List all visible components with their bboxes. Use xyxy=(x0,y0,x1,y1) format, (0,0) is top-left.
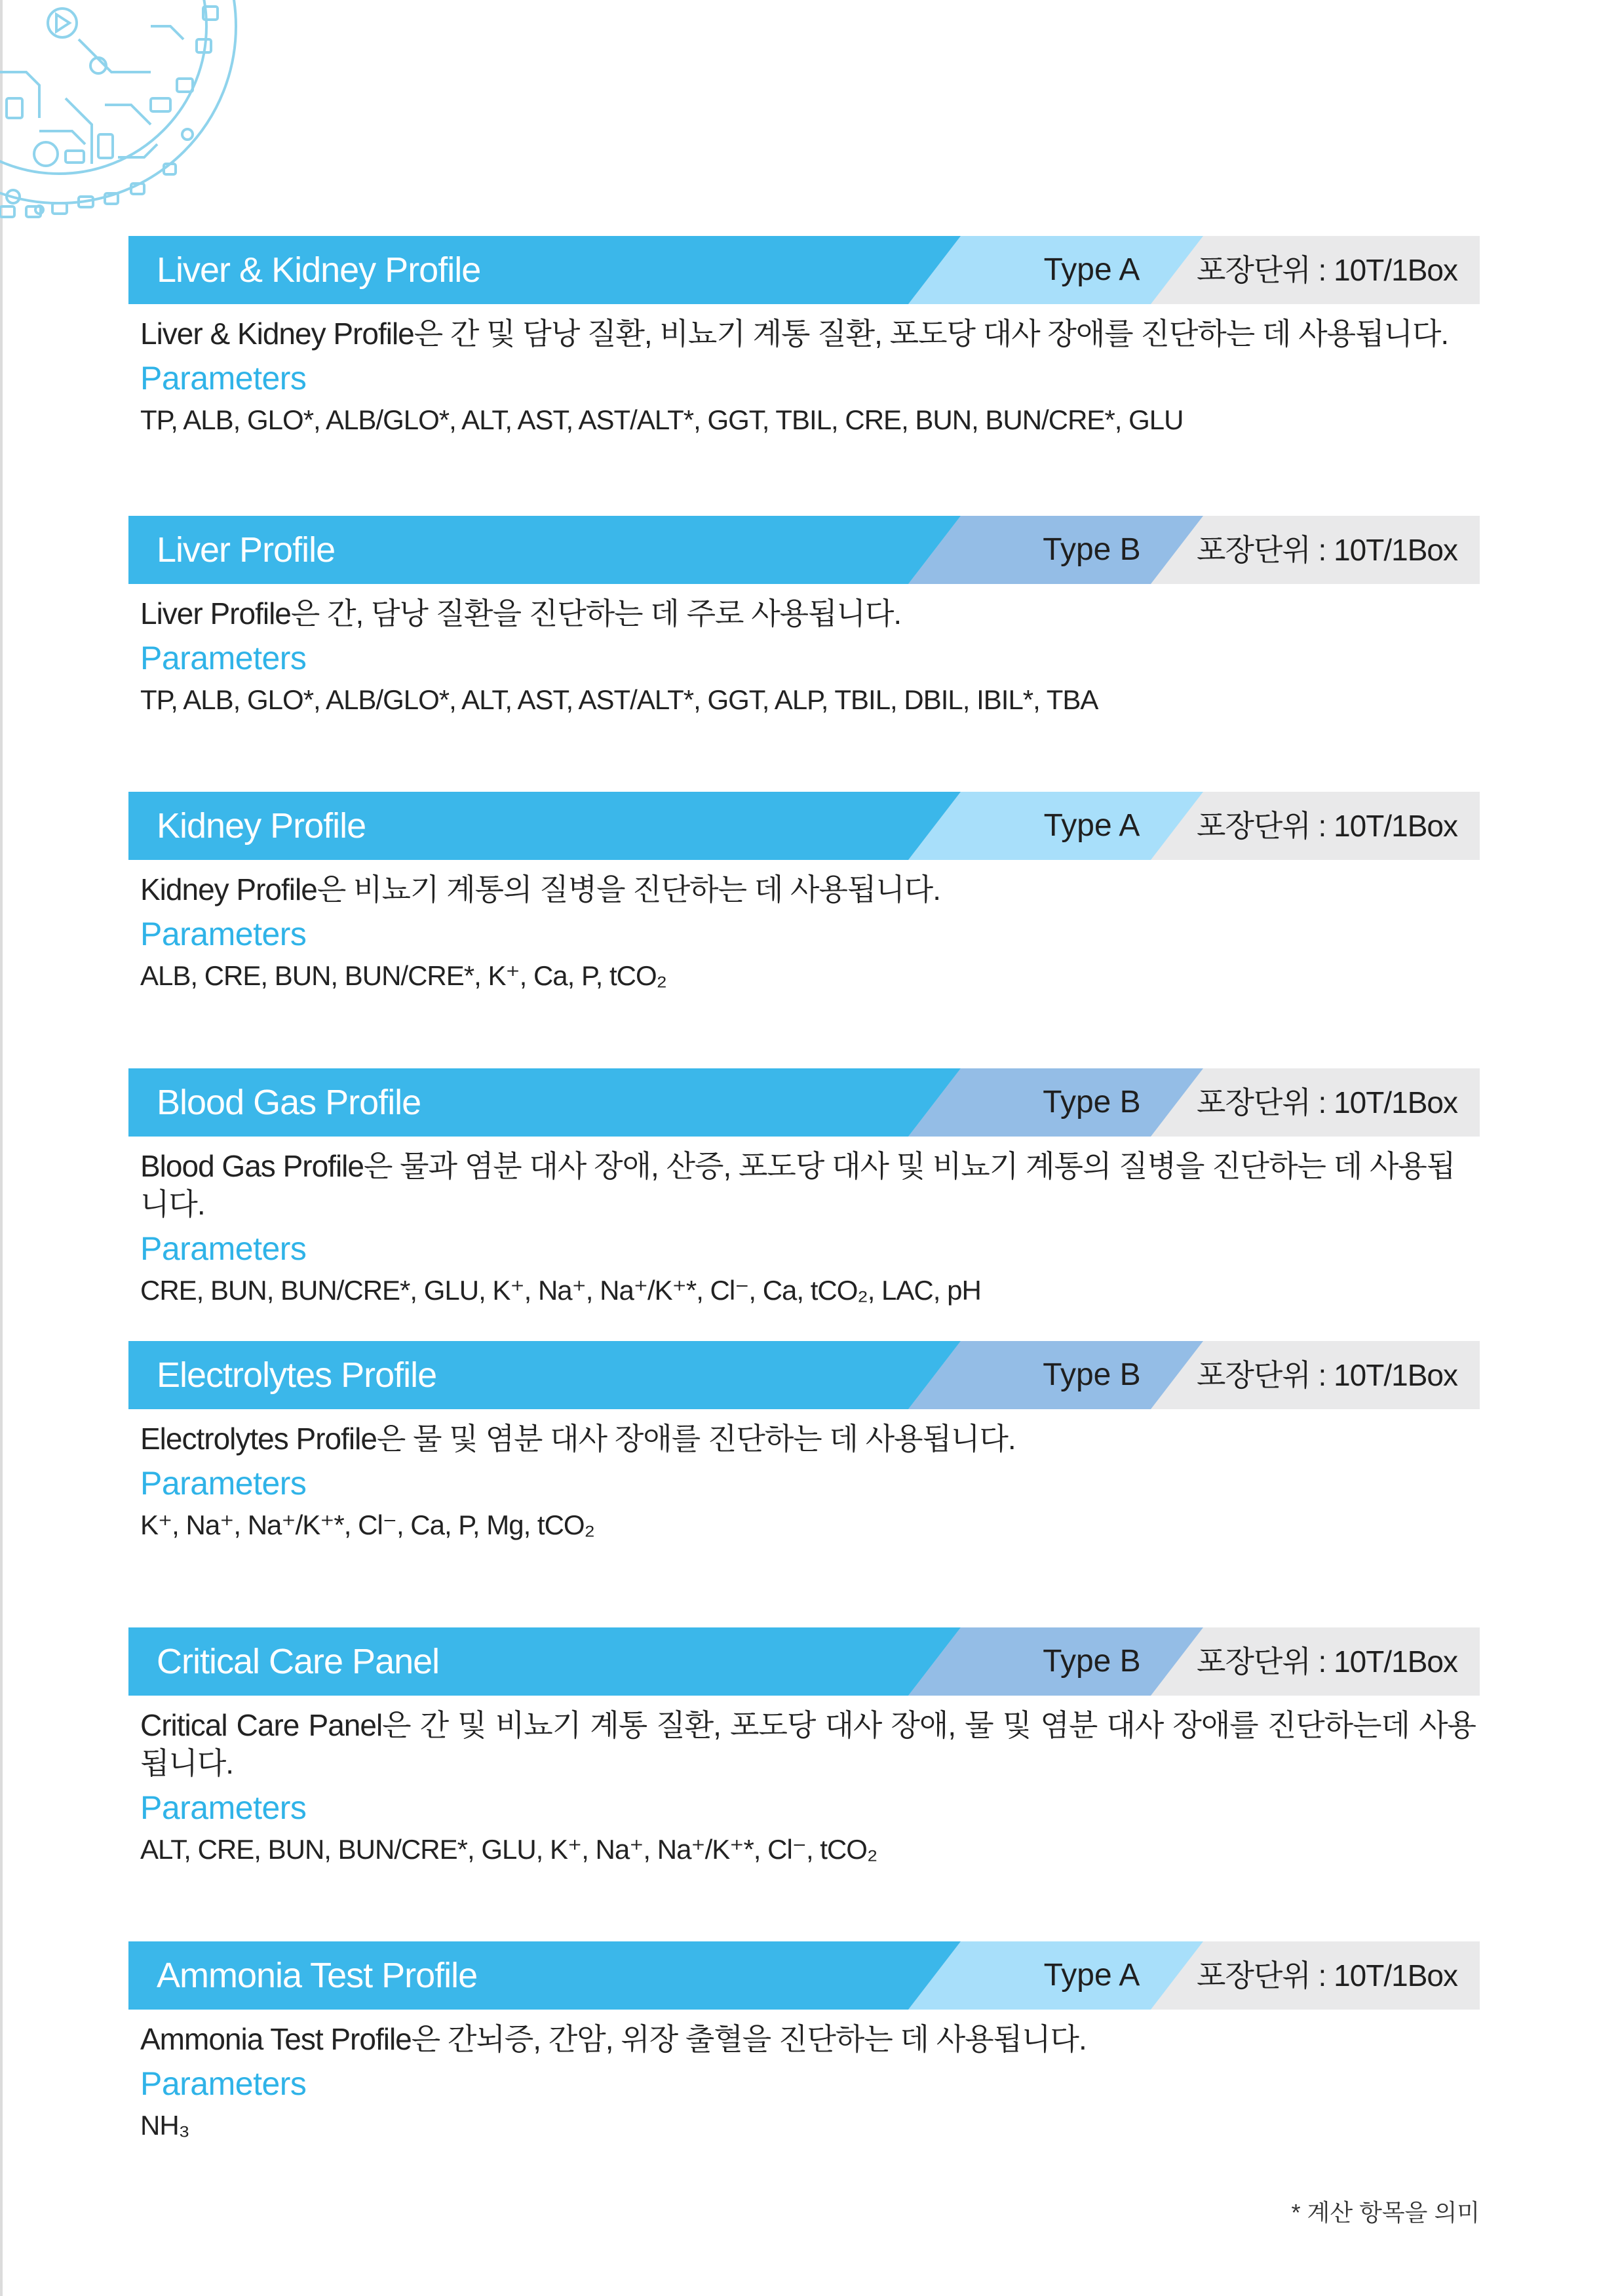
profile-description: Ammonia Test Profile은 간뇌증, 간암, 위장 출혈을 진단하는 데 사용됩니다. xyxy=(140,2022,1087,2056)
packaging-unit-label: 포장단위 : 10T/1Box xyxy=(1197,1358,1457,1392)
parameters-heading: Parameters xyxy=(140,916,307,952)
profile-title: Blood Gas Profile xyxy=(157,1083,421,1122)
parameters-list: CRE, BUN, BUN/CRE*, GLU, K⁺, Na⁺, Na⁺/K⁺*, Cl⁻, Ca, tCO₂, LAC, pH xyxy=(140,1275,981,1306)
profile-title: Liver Profile xyxy=(157,530,336,570)
profile-header xyxy=(128,1068,1480,1137)
parameters-heading: Parameters xyxy=(140,2065,307,2102)
parameters-heading: Parameters xyxy=(140,1230,307,1267)
packaging-unit-label: 포장단위 : 10T/1Box xyxy=(1197,533,1457,567)
profile-header xyxy=(128,1627,1480,1696)
profile-header xyxy=(128,516,1480,584)
profile-type-label: Type A xyxy=(1043,1958,1140,1993)
parameters-heading: Parameters xyxy=(140,1465,307,1502)
packaging-unit-label: 포장단위 : 10T/1Box xyxy=(1197,1644,1457,1679)
parameters-list: K⁺, Na⁺, Na⁺/K⁺*, Cl⁻, Ca, P, Mg, tCO₂ xyxy=(140,1509,594,1540)
profile-type-label: Type B xyxy=(1043,1644,1141,1679)
profile-description: Blood Gas Profile은 물과 염분 대사 장애, 산증, 포도당 대사 및 비뇨기 계통의 질병을 진단하는 데 사용됩니다. xyxy=(140,1149,1455,1221)
profile-title: Kidney Profile xyxy=(157,806,366,846)
profile-description: Critical Care Panel은 간 및 비뇨기 계통 질환, 포도당 대사 장애, 물 및 염분 대사 장애를 진단하는데 사용됩니다. xyxy=(140,1708,1476,1780)
profile-section-ammonia xyxy=(128,1941,1480,2145)
packaging-unit-label: 포장단위 : 10T/1Box xyxy=(1197,809,1457,843)
profile-type-label: Type A xyxy=(1043,808,1140,843)
profile-title: Critical Care Panel xyxy=(157,1642,440,1681)
profile-title: Ammonia Test Profile xyxy=(157,1956,478,1995)
profile-section-electrolytes xyxy=(128,1341,1480,1544)
packaging-unit-label: 포장단위 : 10T/1Box xyxy=(1197,1958,1457,1993)
profile-section-kidney xyxy=(128,792,1480,995)
profile-title: Liver & Kidney Profile xyxy=(157,250,481,290)
profile-type-label: Type B xyxy=(1043,532,1141,567)
profile-section-liver xyxy=(128,516,1480,719)
packaging-unit-label: 포장단위 : 10T/1Box xyxy=(1197,253,1457,287)
parameters-list: TP, ALB, GLO*, ALB/GLO*, ALT, AST, AST/ALT*, GGT, ALP, TBIL, DBIL, IBIL*, TBA xyxy=(140,684,1098,715)
page-left-edge xyxy=(0,0,3,2296)
profile-header xyxy=(128,1341,1480,1409)
parameters-heading: Parameters xyxy=(140,1789,307,1826)
profile-header xyxy=(128,1941,1480,2010)
profile-title: Electrolytes Profile xyxy=(157,1355,437,1395)
profile-description: Liver Profile은 간, 담낭 질환을 진단하는 데 주로 사용됩니다. xyxy=(140,596,902,631)
parameters-list: NH₃ xyxy=(140,2110,189,2141)
parameters-heading: Parameters xyxy=(140,640,307,676)
profile-type-label: Type B xyxy=(1043,1357,1141,1392)
profile-header xyxy=(128,792,1480,860)
profile-type-label: Type B xyxy=(1043,1085,1141,1119)
profile-section-critical-care xyxy=(128,1627,1480,1869)
packaging-unit-label: 포장단위 : 10T/1Box xyxy=(1197,1085,1457,1119)
profile-description: Electrolytes Profile은 물 및 염분 대사 장애를 진단하는 데 사용됩니다. xyxy=(140,1422,1016,1456)
parameters-list: ALB, CRE, BUN, BUN/CRE*, K⁺, Ca, P, tCO₂ xyxy=(140,960,666,991)
profile-section-liver-kidney xyxy=(128,236,1480,439)
calculated-item-footnote: * 계산 항목을 의미 xyxy=(1291,2199,1480,2226)
parameters-heading: Parameters xyxy=(140,360,307,397)
profile-type-label: Type A xyxy=(1043,252,1140,287)
profile-section-blood-gas xyxy=(128,1068,1480,1310)
parameters-list: TP, ALB, GLO*, ALB/GLO*, ALT, AST, AST/ALT*, GGT, TBIL, CRE, BUN, BUN/CRE*, GLU xyxy=(140,404,1184,435)
profile-header xyxy=(128,236,1480,304)
circuit-disc-decoration xyxy=(0,0,249,236)
profile-description: Kidney Profile은 비뇨기 계통의 질병을 진단하는 데 사용됩니다. xyxy=(140,872,940,906)
parameters-list: ALT, CRE, BUN, BUN/CRE*, GLU, K⁺, Na⁺, Na⁺/K⁺*, Cl⁻, tCO₂ xyxy=(140,1834,877,1865)
profile-description: Liver & Kidney Profile은 간 및 담낭 질환, 비뇨기 계통 질환, 포도당 대사 장애를 진단하는 데 사용됩니다. xyxy=(140,317,1449,351)
